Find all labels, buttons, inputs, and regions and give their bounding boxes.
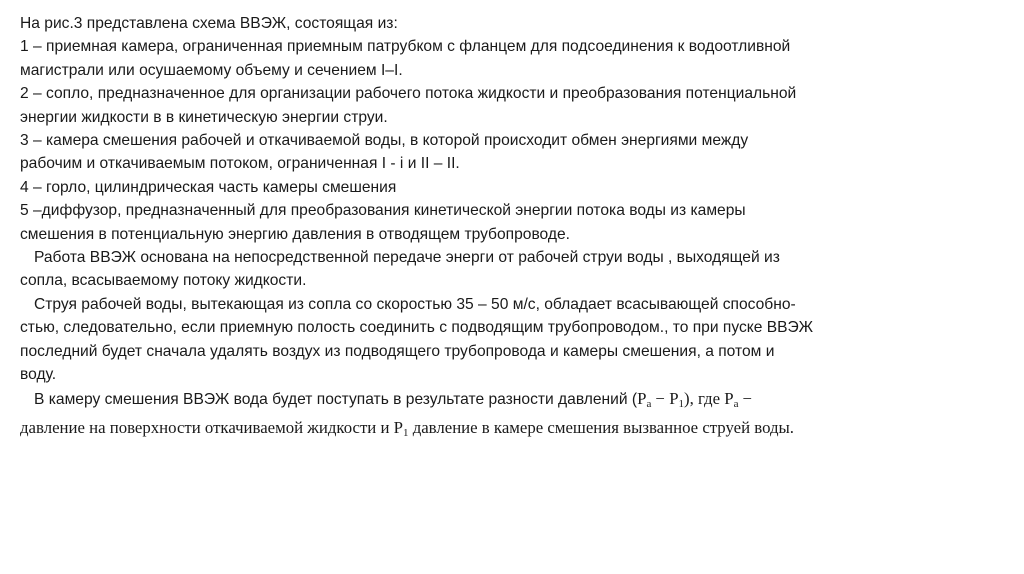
text-line-paragraph2: Струя рабочей воды, вытекающая из сопла со скоростью 35 – 50 м/с, обладает всасывающей способно- — [34, 295, 796, 313]
text-line-item5: 5 –диффузор, предназначенный для преобразования кинетической энергии потока воды из камеры — [20, 202, 746, 220]
text-line-item2-cont: энергии жидкости в в кинетическую энергии струи. — [20, 108, 388, 126]
text-line-item3-cont: рабочим и откачиваемым потоком, ограниченная I - i и II – II. — [20, 155, 460, 173]
text-line-formula — [20, 387, 1010, 416]
text-line-paragraph1: Работа ВВЭЖ основана на непосредственной передаче энерги от рабочей струи воды , выходящей из — [34, 249, 780, 267]
text-line-intro: На рис.3 представлена схема ВВЭЖ, состоящая из: — [20, 15, 398, 32]
text-line-item1-cont: магистрали или осушаемому объему и сечением I–I. — [20, 61, 403, 79]
text-line-item2: 2 – сопло, предназначенное для организации рабочего потока жидкости и преобразования потенциальной — [20, 85, 797, 103]
formula-pa: $P_a - P_1$), где $P_a$ − — [637, 388, 753, 410]
text-line-item1: 1 – приемная камера, ограниченная приемным патрубком с фланцем для подсоединения к водоотливной — [20, 38, 791, 56]
text-line-item4: 4 – горло, цилиндрическая часть камеры смешения — [20, 178, 397, 196]
text-line-item5-cont: смешения в потенциальную энергию давления в отводящем трубопроводе. — [20, 225, 570, 243]
text-line-paragraph1-cont: сопла, всасываемому потоку жидкости. — [20, 272, 307, 290]
document-text — [20, 12, 1010, 445]
text-line-paragraph2-cont2: последний будет сначала удалять воздух из подводящего трубопровода и камеры смешения, а потом и — [20, 342, 775, 360]
text-line-formula-cont: давление на поверхности откачиваемой жидкости и $P_1$ давление в камере смешения вызванное струей воды. — [20, 417, 794, 439]
formula-prefix: В камеру смешения ВВЭЖ вода будет поступать в результате разности давлений ( — [34, 390, 638, 408]
text-line-paragraph2-cont3: воду. — [20, 366, 57, 384]
text-line-paragraph2-cont1: стью, следовательно, если приемную полость соединить с подводящим трубопроводом., то при пуске ВВЭЖ — [20, 319, 813, 337]
text-line-item3: 3 – камера смешения рабочей и откачиваемой воды, в которой происходит обмен энергиями между — [20, 132, 749, 150]
